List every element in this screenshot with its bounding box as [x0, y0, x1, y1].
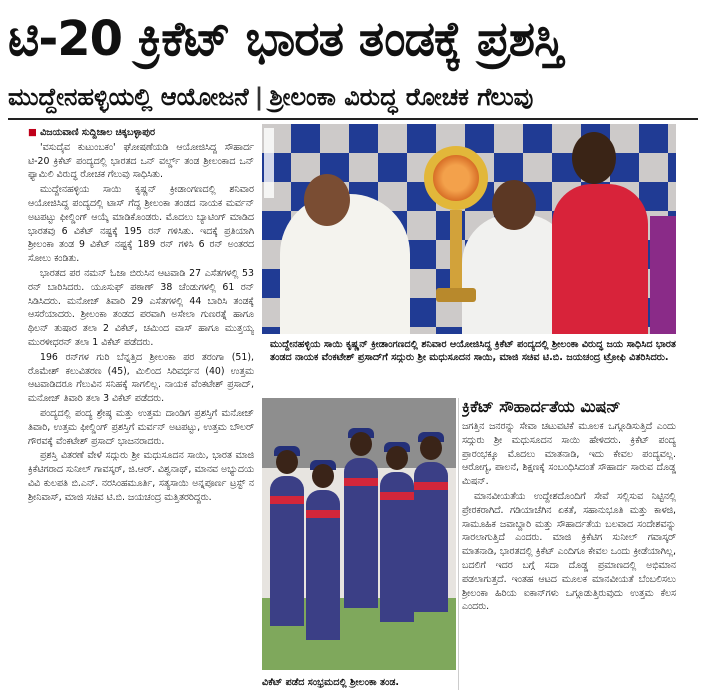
- article-paragraph: ಪ್ರಶಸ್ತಿ ವಿತರಣೆ ವೇಳೆ ಸದ್ಗುರು ಶ್ರೀ ಮಧುಸೂದನ ಸಾಯಿ, ಭಾರತ ಮಾಜಿ ಕ್ರಿಕೆಟಿಗರಾದ ಸುನೀಲ್ ಗಾವಸ್ಕರ್, ಜಿ.ಆರ್. ವಿಶ್ವನಾಥ್, ಮಾನವ ಅಭ್ಯುದಯ ವಿವಿ ಕುಲಪತಿ ಬಿ.ಎನ್. ನರಸಿಂಹಮೂರ್ತಿ, ಸತ್ಯಸಾಯಿ ಅನ್ನಪೂರ್ಣ ಟ್ರಸ್ಟ್ ನ ಶ್ರೀನಿವಾಸ್, ಮಾಜಿ ಸಚಿವ ಟಿ.ಬಿ. ಜಯಚಂದ್ರ ಮತ್ತಿತರರಿದ್ದರು.: [28, 450, 254, 503]
- sidebar-paragraph: ಮಾನವೀಯತೆಯ ಉದ್ದೇಶದೊಂದಿಗೆ ಸೇವೆ ಸಲ್ಲಿಸುವ ನಿಟ್ಟಿನಲ್ಲಿ ಪ್ರೇರಕರಾಗಿದೆ. ಗಡಿಯಾಚೆಗಿನ ಏಕತೆ, ಸಹಾನುಭೂತಿ ಮತ್ತು ಕಾಳಜಿ, ಸಾಮೂಹಿಕ ಜವಾಬ್ದಾರಿ ಮತ್ತು ಸೌಹಾರ್ದತೆಯ ಬಲವಾದ ಸಂದೇಶವನ್ನು ಸಾರಲಾಗುತ್ತಿದೆ ಎಂದರು. ಮಾಜಿ ಕ್ರಿಕೆಟಿಗ ಸುನೀಲ್ ಗವಾಸ್ಕರ್ ಮಾತನಾಡಿ, ಭಾರತದಲ್ಲಿ ಕ್ರಿಕೆಟ್ ಎಂದಿಗೂ ಕೇವಲ ಒಂದು ಕ್ರೀಡೆಯಾಗಿಲ್ಲ, ಬದಲಿಗೆ ಇದರ ಬಗ್ಗೆ ಸದಾ ದೊಡ್ಡ ಪ್ರಮಾಣದಲ್ಲಿ ಅಭಿಮಾನ ಪಡಲಾಗುತ್ತದೆ. ಇಂತಹ ಆಟದ ಮೂಲಕ ಮಾನವೀಯತೆ ಬೆಂಬಲಿಸಲು ಶ್ರೀಲಂಕಾ ಹಿರಿಯ ಐಕಾನ್‌ಗಳು ಒಗ್ಗೂಡುತ್ತಿರುವುದು ಉತ್ತಮ ಕೆಲಸ ಎಂದರು.: [462, 490, 676, 613]
- jersey-stripe: [380, 492, 414, 500]
- photo-caption: ವಿಕೆಟ್ ಪಡೆದ ಸಂಭ್ರಮದಲ್ಲಿ ಶ್ರೀಲಂಕಾ ತಂಡ.: [262, 677, 400, 688]
- person-head: [492, 180, 536, 230]
- subheadline: [8, 78, 698, 116]
- sidebar-paragraph: ಜಗತ್ತಿನ ಜನರನ್ನು ಸೇವಾ ಚಟುವಟಿಕೆ ಮೂಲಕ ಒಗ್ಗೂಡಿಸುತ್ತಿದೆ ಎಂದು ಸದ್ಗುರು ಶ್ರೀ ಮಧುಸೂದನ ಸಾಯಿ ಹೇಳಿದರು. ಕ್ರಿಕೆಟ್ ಪಂದ್ಯ ಪ್ರಾರಂಭಕ್ಕೂ ಮೊದಲು ಮಾತನಾಡಿ, ಇದು ಕೇವಲ ಪಂದ್ಯವಲ್ಲ. ಆರೋಗ್ಯ, ಪಾಲನೆ, ಶಿಕ್ಷಣಕ್ಕೆ ಸಂಬಂಧಿಸಿದಂತೆ ಸೌಹಾರ್ದ ಸಾರುವ ದೊಡ್ಡ ಮಿಷನ್.: [462, 421, 676, 488]
- jersey-stripe: [270, 496, 304, 504]
- trophy-stem: [450, 210, 462, 300]
- subheadline-part1: ಮುದ್ದೇನಹಳ್ಳಿಯಲ್ಲಿ ಆಯೋಜನೆ: [8, 83, 249, 111]
- person-head: [572, 132, 616, 184]
- trophy-presentation-photo: [262, 124, 676, 334]
- photo-credit-strip: [264, 128, 274, 198]
- article-paragraph: ಪಂದ್ಯದಲ್ಲಿ ಪಂದ್ಯ ಶ್ರೇಷ್ಠ ಮತ್ತು ಉತ್ತಮ ದಾಂಡಿಗ ಪ್ರಶಸ್ತಿಗೆ ಮನೋಜ್ ತಿವಾರಿ, ಉತ್ತಮ ಫೀಲ್ಡಿಂಗ್ ಪ್ರಶಸ್ತಿಗೆ ಮರ್ವನ್ ಅಟಪಟ್ಟು, ಉತ್ತಮ ಬೌಲರ್ ಗೌರವಕ್ಕೆ ವೆಂಕಟೇಶ್ ಪ್ರಸಾದ್ ಭಾಜನರಾದರು.: [28, 407, 254, 447]
- column-divider: [458, 398, 459, 690]
- player-figure: [306, 490, 340, 640]
- player-figure: [344, 458, 378, 608]
- article-paragraph: ಭಾರತದ ಪರ ನಮನ್ ಓಜಾ ಬಿರುಸಿನ ಆಟವಾಡಿ 27 ಎಸೆತಗಳಲ್ಲಿ 53 ರನ್ ಬಾರಿಸಿದರು. ಯೂಸುಫ್ ಪಠಾಣ್ 38 ಚೆಂಡುಗಳಲ್ಲಿ 61 ರನ್ ಸಿಡಿಸಿದರು. ಮನೋಜ್ ತಿವಾರಿ 29 ಎಸೆತಗಳಲ್ಲಿ 44 ಬಾರಿಸಿ ತಂಡಕ್ಕೆ ಆಸರೆಯಾದರು. ಶ್ರೀಲಂಕಾ ತಂಡದ ಪರವಾಗಿ ಅಸೇಲಾ ಗುಣರತ್ನೆ ಹಾಗೂ ಥಿಲನ್ ತುಷಾರ ತಲಾ 2 ವಿಕೆಟ್, ಚಮಿಂದ ವಾಸ್ ಹಾಗೂ ಮುತ್ತಯ್ಯ ಮುರಳೀಧರನ್ ತಲಾ 1 ವಿಕೆಟ್ ಪಡೆದರು.: [28, 267, 254, 348]
- jersey-stripe: [306, 510, 340, 518]
- player-figure: [414, 462, 448, 612]
- captain-figure: [552, 184, 648, 334]
- article-paragraph: 196 ರನ್‌ಗಳ ಗುರಿ ಬೆನ್ನತ್ತಿದ ಶ್ರೀಲಂಕಾ ಪರ ತರಂಗಾ (51), ರೊಮೇಶ್ ಕಲುವಿತರಣ (45), ಮಿಲಿಂದ ಸಿರಿವರ್ಧನ (40) ಉತ್ತಮ ಆಟವಾಡಿದರೂ ಗೆಲುವಿನ ಸನಿಹಕ್ಕೆ ಸಾಗಲಿಲ್ಲ. ನಾಯಕ ವೆಂಕಟೇಶ್ ಪ್ರಸಾದ್, ಮನೋಜ್ ತಿವಾರಿ ತಲಾ 3 ವಿಕೆಟ್ ಪಡೆದರು.: [28, 351, 254, 405]
- sidebar-heading: ಕ್ರಿಕೆಟ್ ಸೌಹಾರ್ದತೆಯ ಮಿಷನ್: [462, 397, 621, 416]
- article-paragraph: ಮುದ್ದೇನಹಳ್ಳಿಯ ಸಾಯಿ ಕೃಷ್ಣನ್ ಕ್ರೀಡಾಂಗಣದಲ್ಲಿ ಶನಿವಾರ ಆಯೋಜಿಸಿದ್ದ ಪಂದ್ಯದಲ್ಲಿ ಟಾಸ್ ಗೆದ್ದ ಶ್ರೀಲಂಕಾ ತಂಡದ ನಾಯಕ ಮರ್ವನ್ ಅಟಪಟ್ಟು ಫೀಲ್ಡಿಂಗ್ ಆಯ್ಕೆ ಮಾಡಿಕೊಂಡರು. ಮೊದಲು ಬ್ಯಾಟಿಂಗ್ ಮಾಡಿದ ಭಾರತವು 6 ವಿಕೆಟ್ ನಷ್ಟಕ್ಕೆ 195 ರನ್ ಗಳಿಸಿತು. ಇದಕ್ಕೆ ಪ್ರತಿಯಾಗಿ ಶ್ರೀಲಂಕಾ ತಂಡ 9 ವಿಕೆಟ್ ನಷ್ಟಕ್ಕೆ 189 ರನ್ ಗಳಿಸಿ 6 ರನ್ ಅಂತರದ ಸೋಲು ಕಂಡಿತು.: [28, 184, 254, 265]
- sidebar-article: [462, 396, 676, 691]
- sidebar-body: [462, 420, 676, 614]
- person-head: [386, 446, 408, 470]
- player-figure: [380, 472, 414, 622]
- photo-caption: ಮುದ್ದೇನಹಳ್ಳಿಯ ಸಾಯಿ ಕೃಷ್ಣನ್ ಕ್ರೀಡಾಂಗಣದಲ್ಲಿ ಶನಿವಾರ ಆಯೋಜಿಸಿದ್ದ ಕ್ರಿಕೆಟ್ ಪಂದ್ಯದಲ್ಲಿ ಶ್ರೀಲಂಕಾ ವಿರುದ್ಧ ಜಯ ಸಾಧಿಸಿದ ಭಾರತ ತಂಡದ ನಾಯಕ ವೆಂಕಟೇಶ್ ಪ್ರಸಾದ್‌ಗೆ ಸದ್ಗುರು ಶ್ರೀ ಮಧುಸೂದನ ಸಾಯಿ, ಮಾಜಿ ಸಚಿವ ಟಿ.ಬಿ. ಜಯಚಂದ್ರ ಟ್ರೋಫಿ ವಿತರಿಸಿದರು.: [270, 339, 676, 364]
- article-paragraph: 'ವಸುದೈವ ಕುಟುಂಬಕಂ' ಘೋಷಣೆಯಡಿ ಆಯೋಜಿಸಿದ್ದ ಸೌಹಾರ್ದ ಟಿ-20 ಕ್ರಿಕೆಟ್ ಪಂದ್ಯದಲ್ಲಿ ಭಾರತದ ಒನ್ ವರ್ಲ್ಡ್ ತಂಡ ಶ್ರೀಲಂಕಾದ ಒನ್ ಫ್ಯಾಮಿಲಿ ವಿರುದ್ಧ ರೋಚಕ ಗೆಲುವು ಸಾಧಿಸಿತು.: [28, 141, 254, 181]
- subheadline-separator: |: [254, 83, 264, 111]
- person-head: [276, 450, 298, 474]
- subheadline-part2: ಶ್ರೀಲಂಕಾ ವಿರುದ್ಧ ರೋಚಕ ಗೆಲುವು: [269, 83, 534, 111]
- dateline-text: ವಿಜಯವಾಣಿ ಸುದ್ದಿಜಾಲ ಚಿಕ್ಕಬಳ್ಳಾಪುರ: [40, 127, 155, 138]
- headline: ಟಿ-20 ಕ್ರಿಕೆಟ್ ಭಾರತ ತಂಡಕ್ಕೆ ಪ್ರಶಸ್ತಿ: [8, 11, 563, 67]
- person-head: [312, 464, 334, 488]
- person-head: [350, 432, 372, 456]
- person-head: [304, 174, 350, 226]
- jersey-stripe: [344, 478, 378, 486]
- player-figure: [270, 476, 304, 626]
- person-figure: [650, 216, 676, 334]
- dateline-bullet: ■: [28, 127, 37, 138]
- header-rule: [8, 118, 698, 120]
- trophy-icon: [424, 146, 488, 210]
- team-celebration-photo: [262, 398, 456, 670]
- jersey-stripe: [414, 482, 448, 490]
- dateline: [28, 126, 254, 140]
- article-left-column: [28, 126, 254, 691]
- person-head: [420, 436, 442, 460]
- trophy-base: [436, 288, 476, 302]
